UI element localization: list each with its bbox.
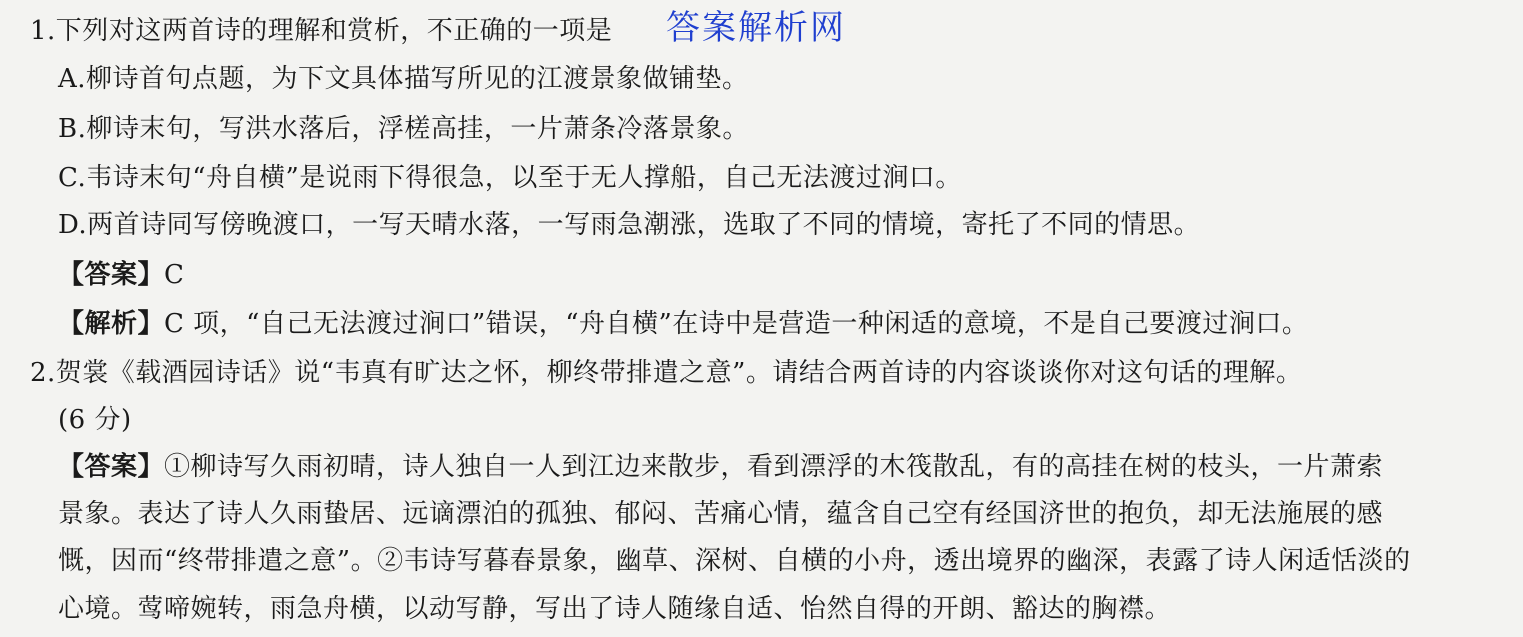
explanation-text: C 项，“自己无法渡过涧口”错误，“舟自横”在诗中是营造一种闲适的意境，不是自己要渡过涧口。	[164, 309, 1309, 339]
answer-value: C	[164, 260, 185, 290]
option-b: B.柳诗末句，写洪水落后，浮槎高挂，一片萧条冷落景象。	[58, 114, 749, 144]
answer-tag: 【答案】	[58, 452, 165, 482]
answer-tag: 【答案】	[58, 260, 165, 290]
question-1-stem	[30, 14, 612, 48]
question-1-answer	[58, 258, 184, 292]
option-c: C.韦诗末句“舟自横”是说雨下得很急，以至于无人撑船，自己无法渡过涧口。	[58, 163, 962, 193]
question-2-score: (6 分)	[58, 405, 132, 435]
question-1-explanation	[58, 307, 1308, 341]
question-2-answer-line: 心境。莺啼婉转，雨急舟横，以动写静，写出了诗人随缘自适、怡然自得的开朗、豁达的胸襟。	[58, 594, 1172, 624]
question-2-stem: 2.贺裳《载酒园诗话》说“韦真有旷达之怀，柳终带排遣之意”。请结合两首诗的内容谈谈你对这句话的理解。	[30, 358, 1303, 388]
question-1-stem-text: 1.下列对这两首诗的理解和赏析，不正确的一项是	[30, 16, 613, 46]
option-a: A.柳诗首句点题，为下文具体描写所见的江渡景象做铺垫。	[58, 64, 749, 94]
question-2-answer-line	[58, 450, 1383, 484]
question-2-answer-line: 景象。表达了诗人久雨蛰居、远谪漂泊的孤独、郁闷、苦痛心情，蕴含自己空有经国济世的抱负，却无法施展的感	[58, 499, 1384, 529]
option-d: D.两首诗同写傍晚渡口，一写天晴水落，一写雨急潮涨，选取了不同的情境，寄托了不同的情思。	[58, 210, 1201, 240]
watermark-logo: 答案解析网	[666, 8, 846, 48]
question-2-answer-line: 慨，因而“终带排遣之意”。②韦诗写暮春景象，幽草、深树、自横的小舟，透出境界的幽深，表露了诗人闲适恬淡的	[58, 546, 1411, 576]
explanation-tag: 【解析】	[58, 309, 165, 339]
answer-text: ①柳诗写久雨初晴，诗人独自一人到江边来散步，看到漂浮的木筏散乱，有的高挂在树的枝头，一片萧索	[164, 452, 1384, 482]
